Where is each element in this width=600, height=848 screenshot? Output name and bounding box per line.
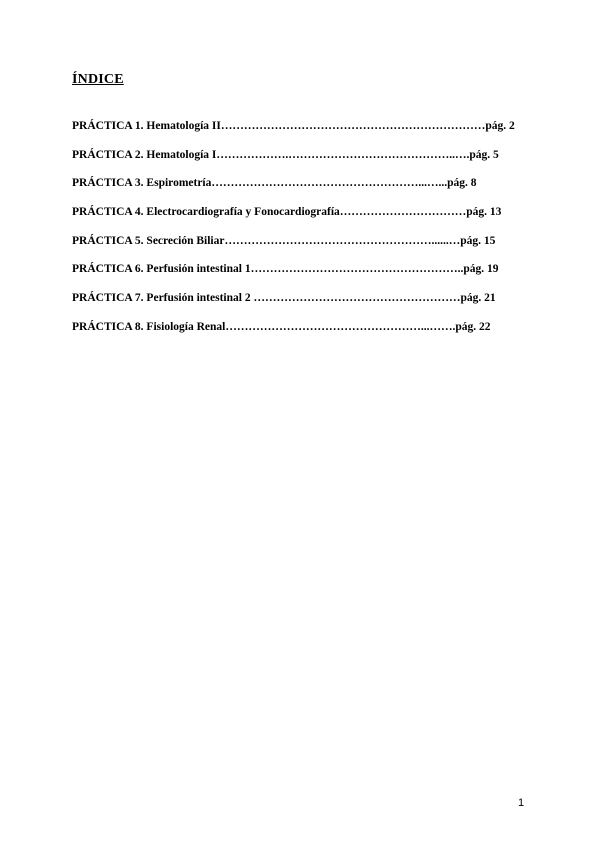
toc-entry-practica-7[interactable]: PRÁCTICA 7. Perfusión intestinal 2 ………………………………………………pág. 21 (72, 292, 496, 305)
toc-entry-practica-1[interactable]: PRÁCTICA 1. Hematología II……………………………………………………………pág. 2 (72, 120, 515, 132)
toc-entry-practica-2[interactable]: PRÁCTICA 2. Hematología I……………….……………………………………..….pág. 5 (72, 148, 499, 161)
toc-entry-practica-4[interactable]: PRÁCTICA 4. Electrocardiografía y Fonocardiografía……………………………pág. 13 (72, 206, 502, 219)
toc-entry-practica-6[interactable]: PRÁCTICA 6. Perfusión intestinal 1………………………………………………..pág. 19 (72, 263, 499, 276)
toc-entry-practica-3[interactable]: PRÁCTICA 3. Espirometría………………………………………………...…...pág. 8 (72, 177, 477, 190)
toc-entry-practica-8[interactable]: PRÁCTICA 8. Fisiología Renal……………………………………………...…….pág. 22 (72, 320, 491, 333)
toc-entry-practica-5[interactable]: PRÁCTICA 5. Secreción Biliar………………………………………………......…pág. 15 (72, 234, 496, 247)
page-number: 1 (518, 797, 525, 809)
table-of-contents (72, 118, 515, 348)
index-title: ÍNDICE (72, 72, 124, 87)
